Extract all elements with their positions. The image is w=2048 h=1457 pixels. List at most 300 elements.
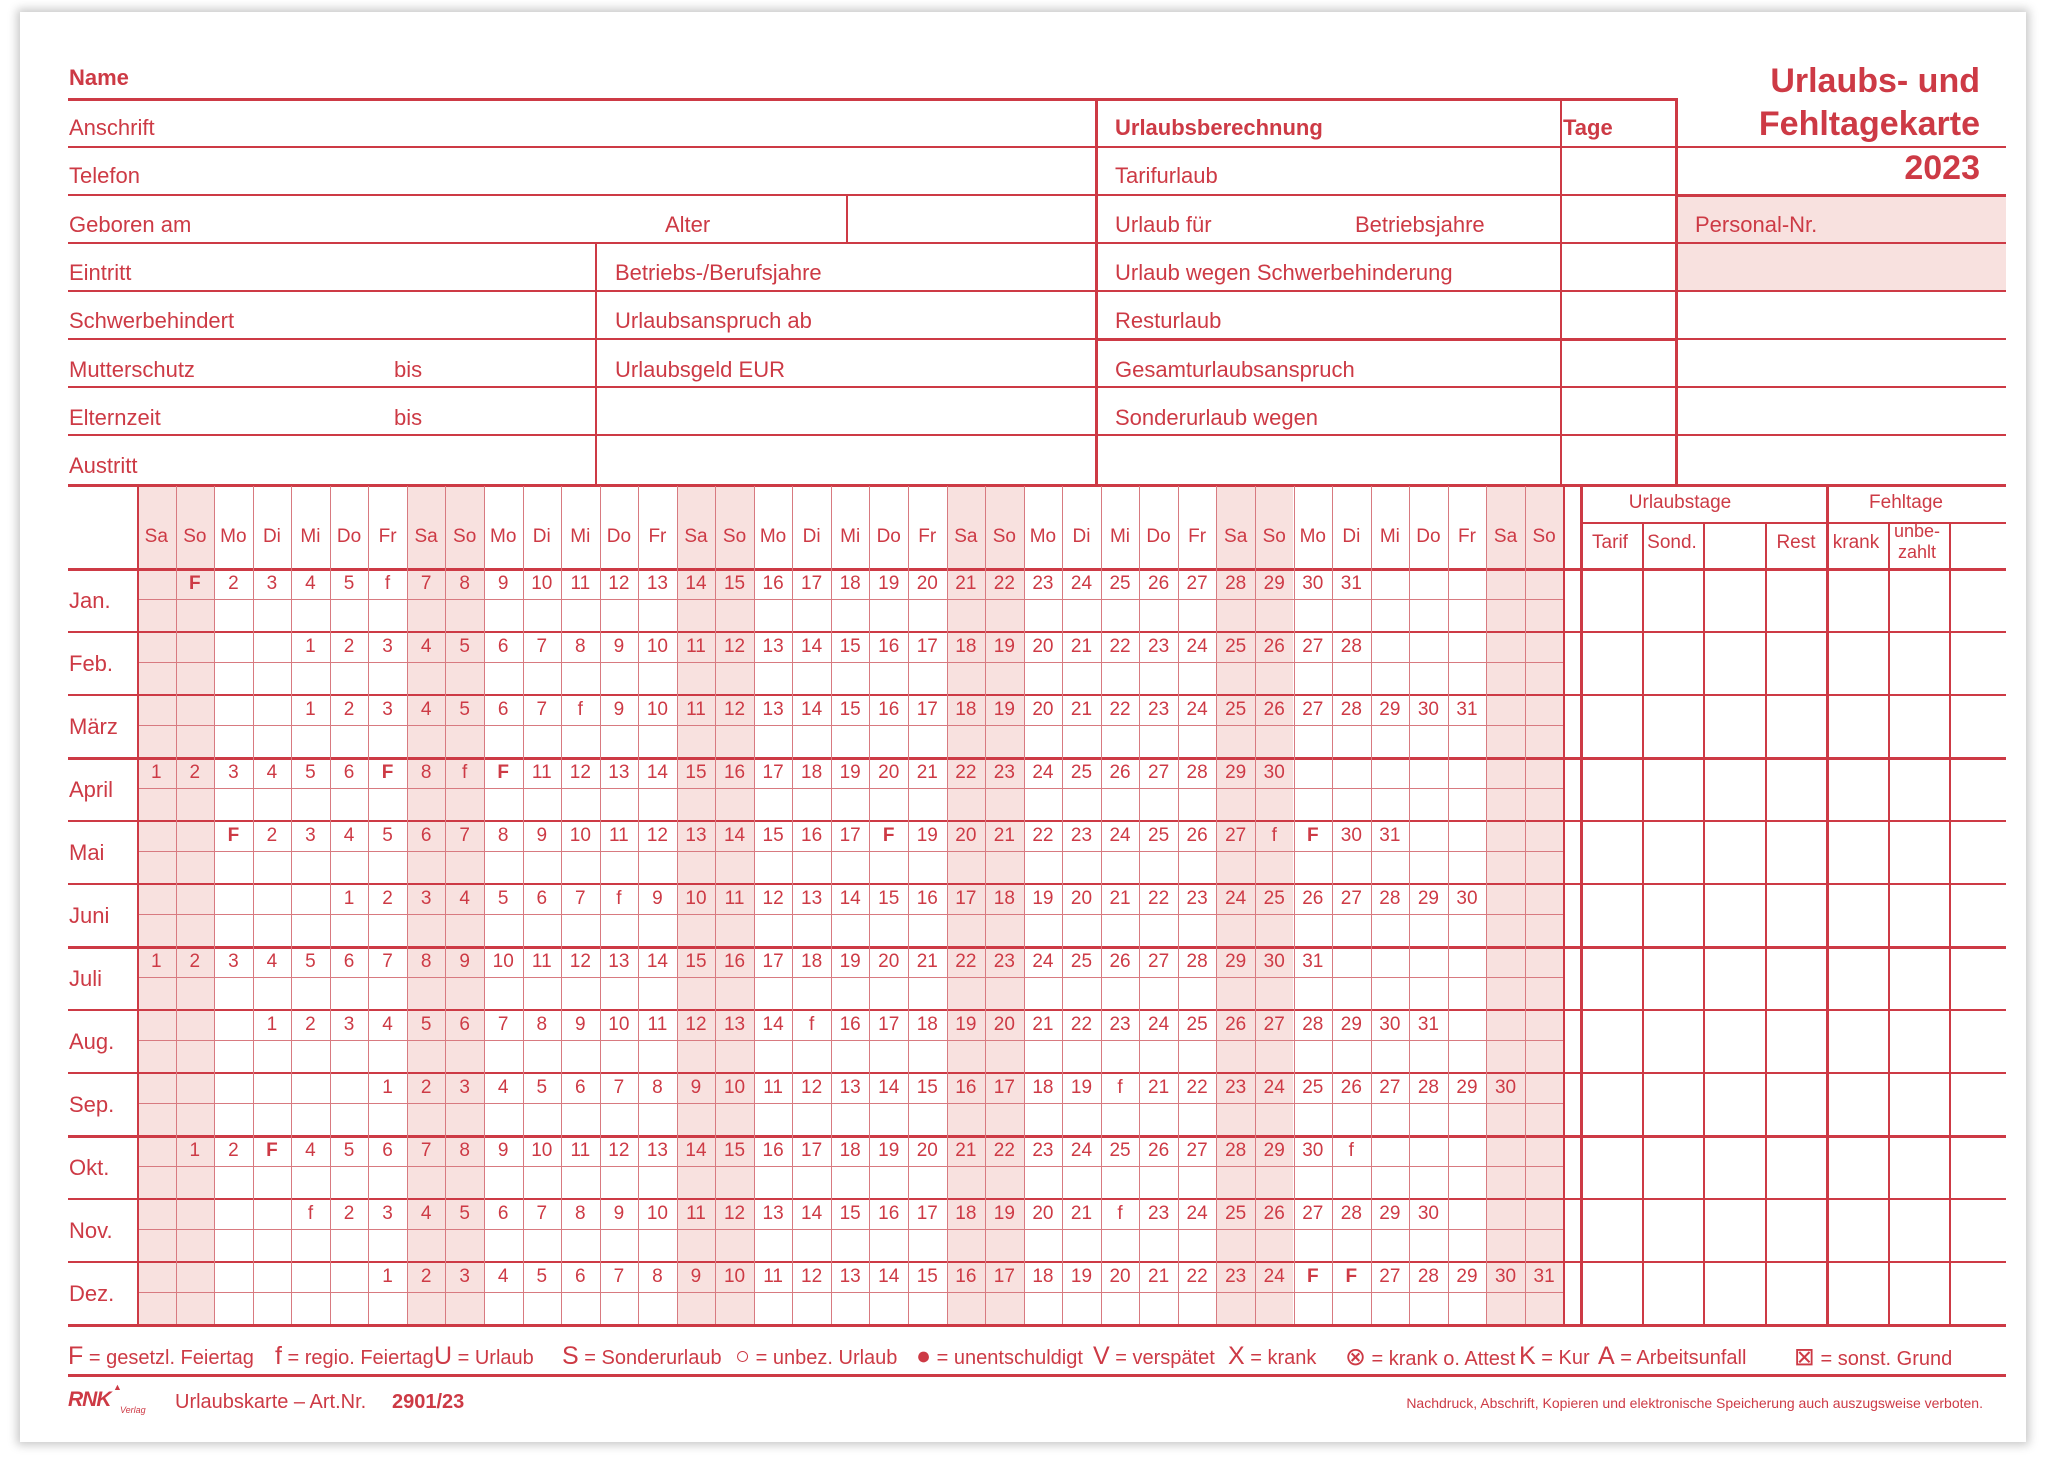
day-cell[interactable]: 4 bbox=[497, 1266, 509, 1287]
day-cell[interactable]: 23 bbox=[1148, 636, 1170, 657]
day-cell[interactable]: 16 bbox=[801, 825, 823, 846]
day-cell[interactable]: 19 bbox=[1032, 888, 1054, 909]
day-cell[interactable]: 12 bbox=[646, 825, 668, 846]
day-cell[interactable]: 5 bbox=[459, 699, 470, 720]
day-cell[interactable]: 6 bbox=[459, 1014, 470, 1035]
day-cell[interactable]: 3 bbox=[228, 762, 239, 783]
day-cell[interactable]: 20 bbox=[1109, 1266, 1131, 1287]
day-cell[interactable]: 2 bbox=[343, 1203, 355, 1224]
day-cell[interactable]: 30 bbox=[1302, 1140, 1324, 1161]
day-cell[interactable]: 25 bbox=[1148, 825, 1170, 846]
holiday-mark[interactable]: F bbox=[1306, 1266, 1319, 1287]
day-cell[interactable]: 14 bbox=[685, 573, 707, 594]
day-cell[interactable]: 20 bbox=[1070, 888, 1093, 909]
day-cell[interactable]: 23 bbox=[1186, 888, 1208, 909]
day-cell[interactable]: 1 bbox=[382, 1266, 393, 1287]
day-cell[interactable]: 3 bbox=[459, 1077, 470, 1098]
day-cell[interactable]: 29 bbox=[1456, 1266, 1478, 1287]
day-cell[interactable]: 13 bbox=[608, 951, 630, 972]
day-cell[interactable]: 20 bbox=[878, 762, 900, 783]
day-cell[interactable]: 21 bbox=[955, 573, 977, 594]
day-cell[interactable]: 22 bbox=[1109, 636, 1131, 657]
day-cell[interactable]: 11 bbox=[531, 762, 552, 783]
day-cell[interactable]: 25 bbox=[1109, 573, 1131, 594]
day-cell[interactable]: 9 bbox=[613, 1203, 625, 1224]
day-cell[interactable]: 8 bbox=[575, 636, 586, 657]
day-cell[interactable]: 21 bbox=[916, 762, 938, 783]
day-cell[interactable]: 18 bbox=[1032, 1266, 1054, 1287]
day-cell[interactable]: 14 bbox=[646, 762, 668, 783]
day-cell[interactable]: 13 bbox=[801, 888, 823, 909]
day-cell[interactable]: 16 bbox=[878, 699, 900, 720]
day-cell[interactable]: 30 bbox=[1417, 1203, 1439, 1224]
day-cell[interactable]: 19 bbox=[1070, 1266, 1093, 1287]
day-cell[interactable]: 10 bbox=[646, 1203, 668, 1224]
day-cell[interactable]: 3 bbox=[382, 1203, 393, 1224]
day-cell[interactable]: 1 bbox=[150, 762, 162, 783]
day-cell[interactable]: 14 bbox=[685, 1140, 707, 1161]
day-cell[interactable]: 1 bbox=[305, 636, 316, 657]
day-cell[interactable]: 31 bbox=[1340, 573, 1362, 594]
day-cell[interactable]: 16 bbox=[955, 1266, 977, 1287]
day-cell[interactable]: 21 bbox=[993, 825, 1015, 846]
day-cell[interactable]: 28 bbox=[1417, 1266, 1439, 1287]
day-cell[interactable]: 15 bbox=[916, 1266, 938, 1287]
day-cell[interactable]: 31 bbox=[1417, 1014, 1439, 1035]
day-cell[interactable]: 23 bbox=[993, 951, 1015, 972]
day-cell[interactable]: 11 bbox=[686, 1203, 706, 1224]
day-cell[interactable]: 5 bbox=[536, 1077, 548, 1098]
day-cell[interactable]: 3 bbox=[305, 825, 316, 846]
holiday-mark[interactable]: F bbox=[497, 762, 510, 783]
day-cell[interactable]: 17 bbox=[878, 1014, 900, 1035]
day-cell[interactable]: 16 bbox=[839, 1014, 861, 1035]
day-cell[interactable]: 23 bbox=[1148, 699, 1170, 720]
day-cell[interactable]: 18 bbox=[993, 888, 1015, 909]
day-cell[interactable]: 24 bbox=[1070, 1140, 1093, 1161]
day-cell[interactable]: 12 bbox=[608, 573, 630, 594]
day-cell[interactable]: 15 bbox=[723, 1140, 746, 1161]
day-cell[interactable]: 2 bbox=[343, 699, 355, 720]
day-cell[interactable]: 22 bbox=[1109, 699, 1131, 720]
day-cell[interactable]: 30 bbox=[1494, 1266, 1517, 1287]
day-cell[interactable]: 23 bbox=[993, 762, 1015, 783]
day-cell[interactable]: 27 bbox=[1263, 1014, 1285, 1035]
day-cell[interactable]: 16 bbox=[762, 573, 784, 594]
day-cell[interactable]: 17 bbox=[916, 1203, 938, 1224]
day-cell[interactable]: 11 bbox=[724, 888, 745, 909]
day-cell[interactable]: 3 bbox=[382, 636, 393, 657]
day-cell[interactable]: 4 bbox=[420, 1203, 432, 1224]
day-cell[interactable]: 17 bbox=[801, 1140, 823, 1161]
day-cell[interactable]: 13 bbox=[762, 699, 784, 720]
day-cell[interactable]: 28 bbox=[1379, 888, 1401, 909]
day-cell[interactable]: 19 bbox=[1070, 1077, 1093, 1098]
day-cell[interactable]: 12 bbox=[608, 1140, 630, 1161]
day-cell[interactable]: 9 bbox=[497, 1140, 509, 1161]
day-cell[interactable]: 1 bbox=[343, 888, 355, 909]
day-cell[interactable]: 15 bbox=[839, 636, 861, 657]
day-cell[interactable]: 20 bbox=[1032, 1203, 1054, 1224]
day-cell[interactable]: 13 bbox=[646, 1140, 668, 1161]
day-cell[interactable]: 22 bbox=[1148, 888, 1170, 909]
day-cell[interactable]: 14 bbox=[878, 1077, 900, 1098]
day-cell[interactable]: 12 bbox=[723, 699, 746, 720]
day-cell[interactable]: 4 bbox=[305, 1140, 316, 1161]
day-cell[interactable]: 3 bbox=[382, 699, 393, 720]
day-cell[interactable]: 30 bbox=[1263, 951, 1285, 972]
day-cell[interactable]: 14 bbox=[801, 699, 823, 720]
day-cell[interactable]: 5 bbox=[343, 1140, 355, 1161]
holiday-mark[interactable]: F bbox=[1345, 1266, 1358, 1287]
day-cell[interactable]: 10 bbox=[723, 1266, 746, 1287]
day-cell[interactable]: 18 bbox=[839, 1140, 861, 1161]
day-cell[interactable]: 16 bbox=[762, 1140, 784, 1161]
day-cell[interactable]: 26 bbox=[1148, 573, 1170, 594]
day-cell[interactable]: 12 bbox=[569, 951, 591, 972]
day-cell[interactable]: 22 bbox=[1032, 825, 1054, 846]
day-cell[interactable]: 5 bbox=[459, 636, 470, 657]
day-cell[interactable]: 24 bbox=[1070, 573, 1093, 594]
day-cell[interactable]: 5 bbox=[459, 1203, 470, 1224]
day-cell[interactable]: 30 bbox=[1302, 573, 1324, 594]
day-cell[interactable]: 27 bbox=[1302, 636, 1324, 657]
day-cell[interactable]: 14 bbox=[801, 636, 823, 657]
day-cell[interactable]: 17 bbox=[916, 636, 938, 657]
day-cell[interactable]: 12 bbox=[685, 1014, 707, 1035]
day-cell[interactable]: 9 bbox=[613, 636, 625, 657]
day-cell[interactable]: 17 bbox=[839, 825, 861, 846]
day-cell[interactable]: 27 bbox=[1302, 1203, 1324, 1224]
day-cell[interactable]: 16 bbox=[723, 762, 746, 783]
day-cell[interactable]: 1 bbox=[305, 699, 316, 720]
day-cell[interactable]: 9 bbox=[690, 1266, 702, 1287]
day-cell[interactable]: 24 bbox=[1263, 1266, 1285, 1287]
day-cell[interactable]: 9 bbox=[536, 825, 548, 846]
day-cell[interactable]: 9 bbox=[497, 573, 509, 594]
day-cell[interactable]: 5 bbox=[343, 573, 355, 594]
day-cell[interactable]: 2 bbox=[266, 825, 278, 846]
day-cell[interactable]: 25 bbox=[1070, 762, 1093, 783]
day-cell[interactable]: 10 bbox=[685, 888, 707, 909]
day-cell[interactable]: 12 bbox=[723, 1203, 746, 1224]
day-cell[interactable]: 13 bbox=[646, 573, 668, 594]
day-cell[interactable]: 28 bbox=[1340, 636, 1362, 657]
day-cell[interactable]: 21 bbox=[1109, 888, 1131, 909]
day-cell[interactable]: 20 bbox=[993, 1014, 1015, 1035]
day-cell[interactable]: 6 bbox=[382, 1140, 393, 1161]
day-cell[interactable]: 19 bbox=[839, 951, 861, 972]
day-cell[interactable]: 15 bbox=[839, 1203, 861, 1224]
day-cell[interactable]: 24 bbox=[1032, 762, 1054, 783]
day-cell[interactable]: 14 bbox=[646, 951, 668, 972]
day-cell[interactable]: 24 bbox=[1109, 825, 1131, 846]
day-cell[interactable]: 10 bbox=[608, 1014, 630, 1035]
regional-holiday-mark[interactable]: f bbox=[577, 699, 583, 720]
day-cell[interactable]: 19 bbox=[955, 1014, 977, 1035]
day-cell[interactable]: 22 bbox=[993, 1140, 1015, 1161]
day-cell[interactable]: 17 bbox=[801, 573, 823, 594]
day-cell[interactable]: 8 bbox=[652, 1266, 663, 1287]
holiday-mark[interactable]: F bbox=[882, 825, 895, 846]
day-cell[interactable]: 8 bbox=[652, 1077, 663, 1098]
day-cell[interactable]: 12 bbox=[723, 636, 746, 657]
day-cell[interactable]: 26 bbox=[1263, 699, 1285, 720]
holiday-mark[interactable]: F bbox=[381, 762, 394, 783]
day-cell[interactable]: 25 bbox=[1302, 1077, 1324, 1098]
day-cell[interactable]: 18 bbox=[916, 1014, 938, 1035]
day-cell[interactable]: 11 bbox=[763, 1266, 783, 1287]
day-cell[interactable]: 29 bbox=[1263, 1140, 1285, 1161]
holiday-mark[interactable]: F bbox=[189, 573, 201, 594]
day-cell[interactable]: 30 bbox=[1340, 825, 1362, 846]
day-cell[interactable]: 7 bbox=[459, 825, 470, 846]
day-cell[interactable]: 9 bbox=[613, 699, 625, 720]
day-cell[interactable]: 27 bbox=[1148, 762, 1170, 783]
day-cell[interactable]: 26 bbox=[1340, 1077, 1362, 1098]
day-cell[interactable]: 16 bbox=[916, 888, 938, 909]
day-cell[interactable]: 15 bbox=[685, 762, 707, 783]
day-cell[interactable]: 8 bbox=[497, 825, 509, 846]
day-cell[interactable]: 4 bbox=[420, 636, 432, 657]
day-cell[interactable]: 9 bbox=[652, 888, 663, 909]
day-cell[interactable]: 28 bbox=[1417, 1077, 1439, 1098]
day-cell[interactable]: 6 bbox=[497, 699, 509, 720]
regional-holiday-mark[interactable]: f bbox=[1117, 1077, 1123, 1098]
day-cell[interactable]: 7 bbox=[536, 636, 548, 657]
day-cell[interactable]: 29 bbox=[1379, 1203, 1401, 1224]
day-cell[interactable]: 9 bbox=[575, 1014, 586, 1035]
day-cell[interactable]: 17 bbox=[993, 1266, 1015, 1287]
day-cell[interactable]: 25 bbox=[1109, 1140, 1131, 1161]
day-cell[interactable]: 16 bbox=[878, 1203, 900, 1224]
day-cell[interactable]: 2 bbox=[189, 762, 201, 783]
day-cell[interactable]: 7 bbox=[613, 1077, 625, 1098]
day-cell[interactable]: 22 bbox=[1186, 1266, 1208, 1287]
day-cell[interactable]: 26 bbox=[1302, 888, 1324, 909]
day-cell[interactable]: 12 bbox=[801, 1077, 823, 1098]
day-cell[interactable]: 29 bbox=[1263, 573, 1285, 594]
holiday-mark[interactable]: F bbox=[227, 825, 240, 846]
day-cell[interactable]: 7 bbox=[420, 573, 432, 594]
day-cell[interactable]: 4 bbox=[382, 1014, 393, 1035]
day-cell[interactable]: 11 bbox=[570, 573, 591, 594]
day-cell[interactable]: 13 bbox=[608, 762, 630, 783]
day-cell[interactable]: 4 bbox=[420, 699, 432, 720]
day-cell[interactable]: 7 bbox=[575, 888, 586, 909]
day-cell[interactable]: 26 bbox=[1263, 1203, 1285, 1224]
day-cell[interactable]: 5 bbox=[536, 1266, 548, 1287]
day-cell[interactable]: 15 bbox=[916, 1077, 938, 1098]
day-cell[interactable]: 27 bbox=[1148, 951, 1170, 972]
day-cell[interactable]: 24 bbox=[1186, 1203, 1208, 1224]
day-cell[interactable]: 4 bbox=[343, 825, 355, 846]
day-cell[interactable]: 18 bbox=[955, 1203, 977, 1224]
day-cell[interactable]: 10 bbox=[569, 825, 591, 846]
day-cell[interactable]: 22 bbox=[993, 573, 1015, 594]
day-cell[interactable]: 18 bbox=[801, 762, 823, 783]
day-cell[interactable]: 21 bbox=[1148, 1266, 1170, 1287]
day-cell[interactable]: 15 bbox=[685, 951, 707, 972]
day-cell[interactable]: 20 bbox=[916, 573, 938, 594]
day-cell[interactable]: 19 bbox=[839, 762, 861, 783]
day-cell[interactable]: 30 bbox=[1379, 1014, 1401, 1035]
day-cell[interactable]: 3 bbox=[266, 573, 278, 594]
regional-holiday-mark[interactable]: f bbox=[307, 1203, 314, 1224]
day-cell[interactable]: 27 bbox=[1225, 825, 1247, 846]
day-cell[interactable]: 4 bbox=[266, 762, 278, 783]
day-cell[interactable]: 10 bbox=[646, 636, 668, 657]
day-cell[interactable]: 26 bbox=[1225, 1014, 1247, 1035]
day-cell[interactable]: 22 bbox=[1070, 1014, 1093, 1035]
day-cell[interactable]: 23 bbox=[1032, 1140, 1054, 1161]
day-cell[interactable]: 4 bbox=[497, 1077, 509, 1098]
day-cell[interactable]: 18 bbox=[1032, 1077, 1054, 1098]
day-cell[interactable]: 5 bbox=[497, 888, 509, 909]
day-cell[interactable]: 16 bbox=[878, 636, 900, 657]
day-cell[interactable]: 10 bbox=[531, 1140, 553, 1161]
day-cell[interactable]: 6 bbox=[343, 951, 355, 972]
day-cell[interactable]: 25 bbox=[1263, 888, 1285, 909]
day-cell[interactable]: 8 bbox=[459, 1140, 470, 1161]
day-cell[interactable]: 27 bbox=[1186, 573, 1208, 594]
day-cell[interactable]: 18 bbox=[839, 573, 861, 594]
day-cell[interactable]: 21 bbox=[1148, 1077, 1170, 1098]
day-cell[interactable]: 7 bbox=[382, 951, 393, 972]
day-cell[interactable]: 26 bbox=[1109, 951, 1131, 972]
day-cell[interactable]: 28 bbox=[1186, 951, 1208, 972]
day-cell[interactable]: 2 bbox=[228, 1140, 239, 1161]
day-cell[interactable]: 7 bbox=[420, 1140, 432, 1161]
day-cell[interactable]: 4 bbox=[266, 951, 278, 972]
regional-holiday-mark[interactable]: f bbox=[1117, 1203, 1123, 1224]
day-cell[interactable]: 7 bbox=[536, 1203, 548, 1224]
day-cell[interactable]: 2 bbox=[343, 636, 355, 657]
day-cell[interactable]: 30 bbox=[1263, 762, 1285, 783]
day-cell[interactable]: 25 bbox=[1186, 1014, 1208, 1035]
day-cell[interactable]: 29 bbox=[1225, 762, 1247, 783]
day-cell[interactable]: 23 bbox=[1109, 1014, 1131, 1035]
day-cell[interactable]: 28 bbox=[1340, 1203, 1362, 1224]
day-cell[interactable]: 23 bbox=[1225, 1077, 1247, 1098]
day-cell[interactable]: 19 bbox=[993, 699, 1015, 720]
day-cell[interactable]: 19 bbox=[878, 1140, 900, 1161]
day-cell[interactable]: 7 bbox=[536, 699, 548, 720]
day-cell[interactable]: 6 bbox=[497, 1203, 509, 1224]
day-cell[interactable]: 14 bbox=[839, 888, 861, 909]
day-cell[interactable]: 3 bbox=[420, 888, 432, 909]
day-cell[interactable]: 31 bbox=[1379, 825, 1401, 846]
day-cell[interactable]: 6 bbox=[536, 888, 548, 909]
day-cell[interactable]: 9 bbox=[459, 951, 470, 972]
day-cell[interactable]: 19 bbox=[993, 636, 1015, 657]
day-cell[interactable]: 23 bbox=[1225, 1266, 1247, 1287]
day-cell[interactable]: 25 bbox=[1070, 951, 1093, 972]
day-cell[interactable]: 2 bbox=[305, 1014, 316, 1035]
day-cell[interactable]: 22 bbox=[955, 762, 977, 783]
day-cell[interactable]: 10 bbox=[723, 1077, 746, 1098]
day-cell[interactable]: 14 bbox=[762, 1014, 784, 1035]
day-cell[interactable]: 5 bbox=[305, 762, 316, 783]
day-cell[interactable]: 13 bbox=[685, 825, 707, 846]
day-cell[interactable]: 16 bbox=[955, 1077, 977, 1098]
day-cell[interactable]: 20 bbox=[1032, 636, 1054, 657]
day-cell[interactable]: 28 bbox=[1225, 1140, 1247, 1161]
day-cell[interactable]: 23 bbox=[1070, 825, 1093, 846]
day-cell[interactable]: 26 bbox=[1148, 1140, 1170, 1161]
day-cell[interactable]: 5 bbox=[382, 825, 393, 846]
day-cell[interactable]: 11 bbox=[686, 699, 706, 720]
day-cell[interactable]: 3 bbox=[459, 1266, 470, 1287]
day-cell[interactable]: 30 bbox=[1417, 699, 1439, 720]
day-cell[interactable]: 27 bbox=[1186, 1140, 1208, 1161]
day-cell[interactable]: 21 bbox=[1032, 1014, 1054, 1035]
day-cell[interactable]: 13 bbox=[839, 1077, 861, 1098]
day-cell[interactable]: 26 bbox=[1186, 825, 1208, 846]
day-cell[interactable]: 1 bbox=[189, 1140, 201, 1161]
day-cell[interactable]: 21 bbox=[1070, 699, 1093, 720]
holiday-mark[interactable]: F bbox=[1306, 825, 1319, 846]
day-cell[interactable]: 31 bbox=[1456, 699, 1478, 720]
day-cell[interactable]: 6 bbox=[575, 1077, 586, 1098]
day-cell[interactable]: 6 bbox=[343, 762, 355, 783]
day-cell[interactable]: 27 bbox=[1302, 699, 1324, 720]
day-cell[interactable]: 24 bbox=[1032, 951, 1054, 972]
day-cell[interactable]: 19 bbox=[916, 825, 938, 846]
day-cell[interactable]: 14 bbox=[801, 1203, 823, 1224]
day-cell[interactable]: 28 bbox=[1225, 573, 1247, 594]
day-cell[interactable]: 8 bbox=[420, 762, 432, 783]
day-cell[interactable]: 31 bbox=[1533, 1266, 1555, 1287]
day-cell[interactable]: 2 bbox=[420, 1266, 432, 1287]
day-cell[interactable]: 18 bbox=[801, 951, 823, 972]
regional-holiday-mark[interactable]: f bbox=[1348, 1140, 1354, 1161]
day-cell[interactable]: 30 bbox=[1494, 1077, 1517, 1098]
day-cell[interactable]: 22 bbox=[955, 951, 977, 972]
day-cell[interactable]: 4 bbox=[305, 573, 316, 594]
day-cell[interactable]: 19 bbox=[993, 1203, 1015, 1224]
day-cell[interactable]: 26 bbox=[1109, 762, 1131, 783]
day-cell[interactable]: 11 bbox=[686, 636, 706, 657]
day-cell[interactable]: 8 bbox=[575, 1203, 586, 1224]
day-cell[interactable]: 6 bbox=[420, 825, 432, 846]
day-cell[interactable]: 16 bbox=[723, 951, 746, 972]
day-cell[interactable]: 7 bbox=[497, 1014, 509, 1035]
day-cell[interactable]: 17 bbox=[916, 699, 938, 720]
day-cell[interactable]: 21 bbox=[1070, 636, 1093, 657]
day-cell[interactable]: 11 bbox=[609, 825, 629, 846]
day-cell[interactable]: 29 bbox=[1417, 888, 1439, 909]
day-cell[interactable]: 26 bbox=[1263, 636, 1285, 657]
day-cell[interactable]: 12 bbox=[762, 888, 784, 909]
day-cell[interactable]: 2 bbox=[382, 888, 393, 909]
day-cell[interactable]: 18 bbox=[955, 699, 977, 720]
regional-holiday-mark[interactable]: f bbox=[384, 573, 391, 594]
day-cell[interactable]: 15 bbox=[723, 573, 746, 594]
day-cell[interactable]: 27 bbox=[1379, 1077, 1401, 1098]
day-cell[interactable]: 13 bbox=[839, 1266, 861, 1287]
day-cell[interactable]: 11 bbox=[570, 1140, 591, 1161]
day-cell[interactable]: 12 bbox=[801, 1266, 823, 1287]
day-cell[interactable]: 20 bbox=[878, 951, 900, 972]
day-cell[interactable]: 11 bbox=[531, 951, 552, 972]
day-cell[interactable]: 23 bbox=[1148, 1203, 1170, 1224]
day-cell[interactable]: 29 bbox=[1456, 1077, 1478, 1098]
day-cell[interactable]: 24 bbox=[1148, 1014, 1170, 1035]
day-cell[interactable]: 21 bbox=[955, 1140, 977, 1161]
day-cell[interactable]: 29 bbox=[1379, 699, 1401, 720]
regional-holiday-mark[interactable]: f bbox=[616, 888, 622, 909]
